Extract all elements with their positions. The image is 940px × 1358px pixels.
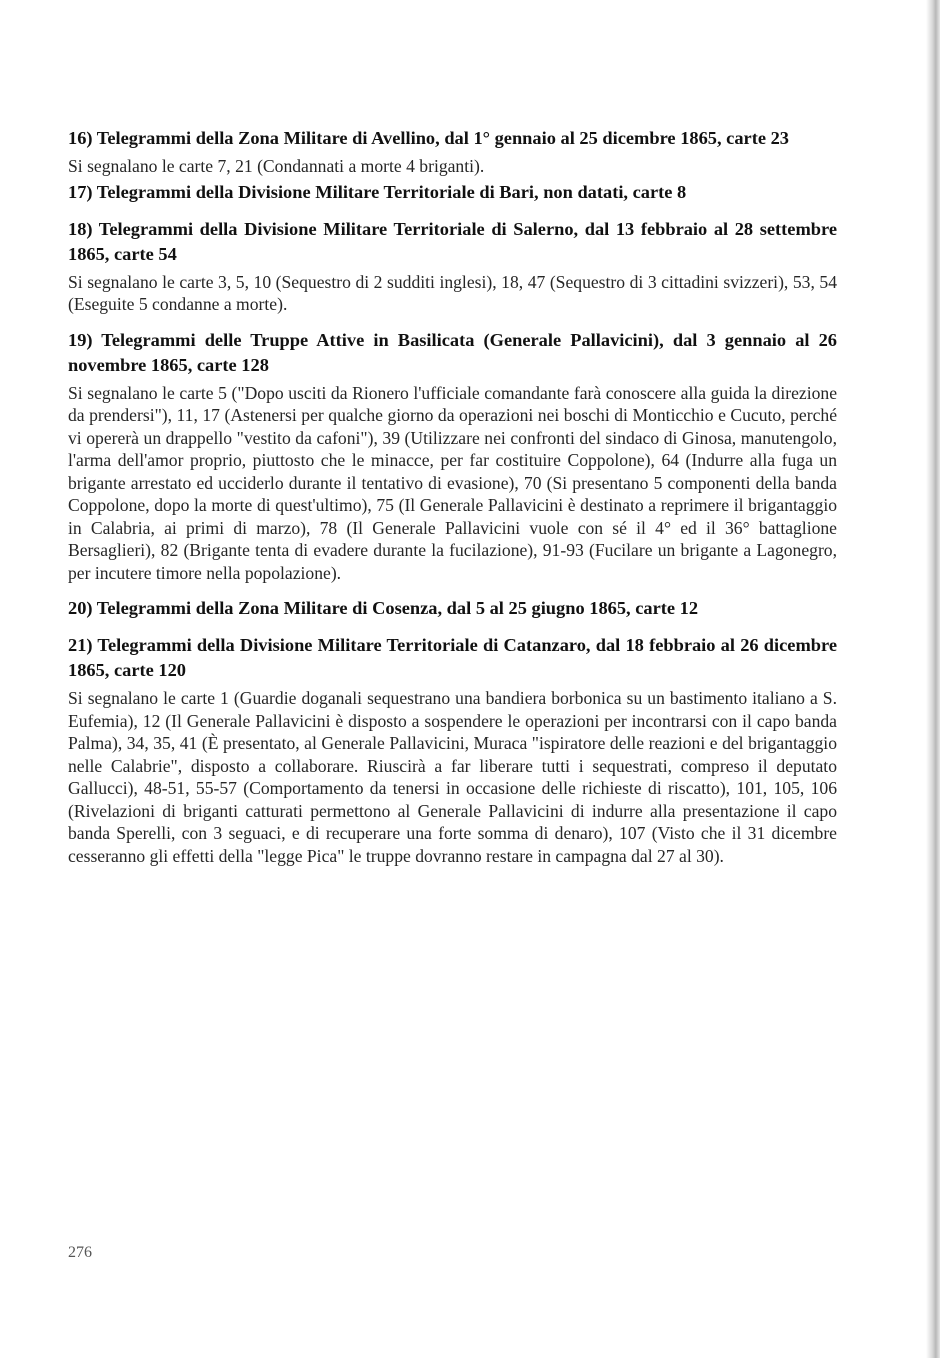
entry-heading: 20) Telegrammi della Zona Militare di Cosenza, dal 5 al 25 giugno 1865, carte 12 bbox=[68, 598, 699, 618]
entry-body: Si segnalano le carte 1 (Guardie doganali sequestrano una bandiera borbonica su un bastimento italiano a S. Eufemia), 12 (Il Generale Pallavicini è disposto a sospendere le operazioni per incontrarsi con il capo banda Palma), 34, 35, 41 (È presentato, al Generale Pallavicini, Muraca "ispiratore delle reazioni e del brigantaggio nelle Calabrie", disposto a collaborare. Riuscirà a far liberare tutti i sequestrati, compreso il deputato Gallucci), 48-51, 55-57 (Comportamento da tenersi in occasione delle richieste di riscatto), 101, 105, 106 (Rivelazioni di briganti catturati permettono al Generale Pallavicini di indurre alla presentazione il capo banda Sperelli, con 3 seguaci, e di recuperare una forte somma di denaro), 107 (Visto che il 31 dicembre cesseranno gli effetti della "legge Pica" le truppe dovranno restare in campagna dal 27 al 30). bbox=[68, 688, 837, 866]
entry-heading: 17) Telegrammi della Divisione Militare Territoriale di Bari, non datati, carte 8 bbox=[68, 181, 687, 202]
entry-heading: 16) Telegrammi della Zona Militare di Avellino, dal 1° gennaio al 25 dicembre 1865, carte 23 bbox=[68, 128, 789, 148]
entry-body: Si segnalano le carte 5 ("Dopo usciti da Rionero l'ufficiale comandante farà conoscere alla guida la direzione da prendersi"), 11, 17 (Astenersi per qualche giorno da operazioni nei boschi di Monticchio e Cucuto, perché vi opererà un drappello "vestito da cafoni"), 39 (Utilizzare nei confronti del sindaco di Ginosa, manutengolo, l'arma dell'amor proprio, piuttosto che le minacce, per far costituire Coppolone), 64 (Indurre alla fuga un brigante arrestato ed ucciderlo durante il tentativo di evasione), 70 (Si presentano 5 componenti della banda Coppolone, dopo la morte di quest'ultimo), 75 (Il Generale Pallavicini è destinato a reprimere il brigantaggio in Calabria, ai primi di marzo), 78 (Il Generale Pallavicini vuole con sé il 4° ed il 36° battaglione Bersaglieri), 82 (Brigante tenta di evadere durante la fucilazione), 91-93 (Fucilare un brigante a Lagonegro, per incutere timore nella popolazione). bbox=[68, 382, 837, 583]
page-edge-shadow bbox=[926, 0, 940, 1358]
entry-16 bbox=[68, 126, 837, 178]
entry-body: Si segnalano le carte 3, 5, 10 (Sequestro di 2 sudditi inglesi), 18, 47 (Sequestro di 3 cittadini svizzeri), 53, 54 (Eseguite 5 condanne a morte). bbox=[68, 271, 837, 314]
entry-heading: 19) Telegrammi delle Truppe Attive in Basilicata (Generale Pallavicini), dal 3 gennaio al 26 novembre 1865, carte 128 bbox=[68, 329, 837, 375]
entry-18 bbox=[68, 217, 837, 316]
document-body bbox=[68, 126, 837, 879]
entry-21 bbox=[68, 633, 837, 867]
entry-heading: 21) Telegrammi della Divisione Militare Territoriale di Catanzaro, dal 18 febbraio al 26 dicembre 1865, carte 120 bbox=[68, 635, 837, 680]
entry-17 bbox=[68, 180, 837, 205]
entry-body: Si segnalano le carte 7, 21 (Condannati a morte 4 briganti). bbox=[68, 156, 485, 176]
entry-19 bbox=[68, 328, 837, 585]
page-number: 276 bbox=[68, 1244, 92, 1261]
entry-20 bbox=[68, 596, 837, 621]
entry-heading: 18) Telegrammi della Divisione Militare Territoriale di Salerno, dal 13 febbraio al 28 settembre 1865, carte 54 bbox=[68, 218, 837, 264]
